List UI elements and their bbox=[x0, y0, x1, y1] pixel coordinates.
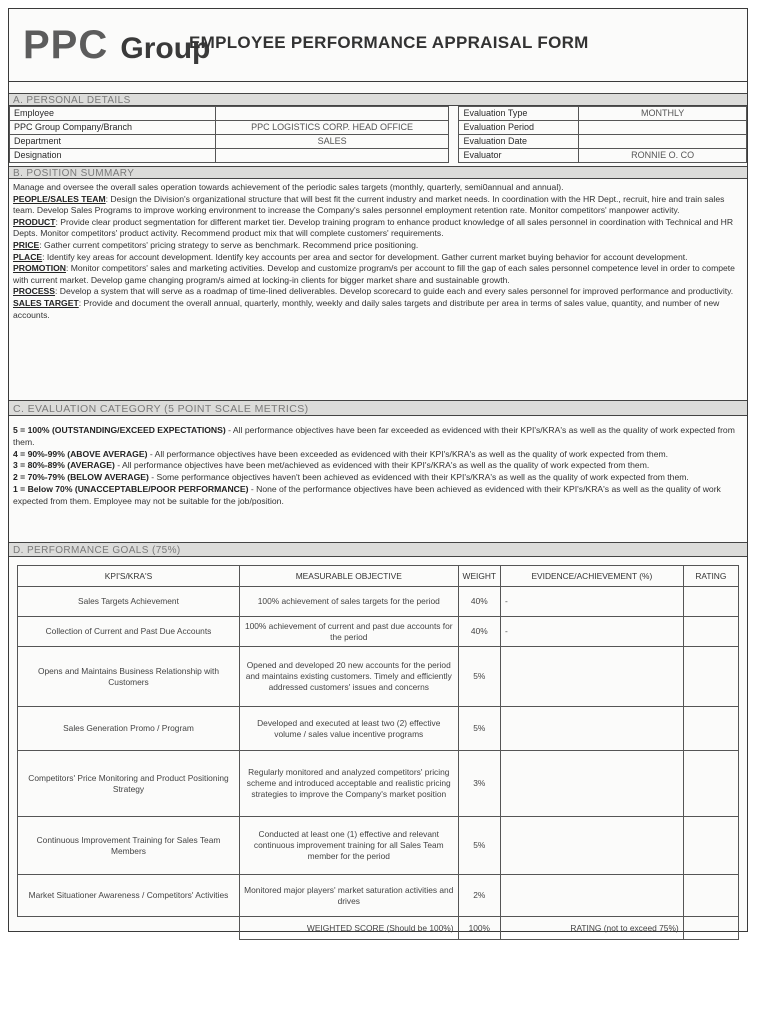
value-department[interactable]: SALES bbox=[215, 135, 449, 149]
logo-sub: Group bbox=[120, 32, 211, 65]
table-row: Continuous Improvement Training for Sales Team Members Conducted at least one (1) effective and relevant continuous improvement training for all Sales Team member for the period 5% bbox=[18, 817, 739, 875]
label-eval-type: Evaluation Type bbox=[459, 107, 579, 121]
summary-item: SALES TARGET: Provide and document the overall annual, quarterly, monthly, weekly and daily sales targets and distribute per area in terms of sales value, quantity, and number of new accounts. bbox=[13, 297, 720, 320]
col-evidence: EVIDENCE/ACHIEVEMENT (%) bbox=[501, 566, 684, 587]
value-eval-date[interactable] bbox=[579, 135, 747, 149]
table-row: Opens and Maintains Business Relationship with Customers Opened and developed 20 new accounts for the period and maintains existing customers. Timely and efficiently addressed customers' issues and concerns 5% bbox=[18, 647, 739, 707]
logo-main: PPC bbox=[23, 23, 109, 67]
personal-details-table bbox=[9, 106, 747, 163]
evaluation-scale bbox=[13, 425, 743, 508]
table-row: Sales Targets Achievement 100% achievement of sales targets for the period 40% - bbox=[18, 587, 739, 617]
form-header bbox=[9, 9, 747, 82]
col-weight: WEIGHT bbox=[458, 566, 501, 587]
weighted-score-label: WEIGHTED SCORE (Should be 100%) bbox=[239, 917, 458, 940]
summary-intro: Manage and oversee the overall sales operation towards achievement of the periodic sales targets (monthly, quarterly, semi0annual and annual). bbox=[13, 182, 564, 192]
label-evaluator: Evaluator bbox=[459, 149, 579, 163]
performance-goals-table bbox=[17, 565, 739, 940]
summary-item: PROCESS: Develop a system that will serve as a roadmap of time-lined deliverables. Develop scorecard to guide each and every sales personnel for improved performance and productivity. bbox=[13, 286, 734, 297]
value-employee[interactable] bbox=[215, 107, 449, 121]
summary-item: PRODUCT: Provide clear product segmentation for different market tier. Develop training program to enhance product knowledge of all sales personnel in coordination with Technical and HR Depts. Monitor competitors' product activity. Recommend product mix that will complete customers' requirements. bbox=[13, 216, 734, 239]
rating-label: RATING (not to exceed 75%) bbox=[501, 917, 684, 940]
summary-item: PROMOTION: Monitor competitors' sales and marketing activities. Develop and customize program/s per account to fill the gap of each sales personnel competence level in order to compete with current market. Develop game changing program/s aimed at locking-in clients for bigger market share and sustainable growth. bbox=[13, 263, 735, 285]
table-row: Market Situationer Awareness / Competitors' Activities Monitored major players' market saturation activities and drives 2% bbox=[18, 875, 739, 917]
value-designation[interactable] bbox=[215, 149, 449, 163]
appraisal-form bbox=[8, 8, 748, 932]
label-employee: Employee bbox=[10, 107, 216, 121]
weighted-score-value: 100% bbox=[458, 917, 501, 940]
section-b-heading: B. POSITION SUMMARY bbox=[9, 166, 747, 179]
scale-item: 5 = 100% (OUTSTANDING/EXCEED EXPECTATIONS) - All performance objectives have been far exceeded as evidenced with their KPI's/KRA's as well as the quality of work expected from them. bbox=[13, 425, 735, 447]
value-company[interactable]: PPC LOGISTICS CORP. HEAD OFFICE bbox=[215, 121, 449, 135]
summary-item: PEOPLE/SALES TEAM: Design the Division's organizational structure that will best fit the current industry and market needs. In coordination with the HR Dept., recruit, hire and train sales team. Develop Sales Programs to improve working environment to increase the Company's sales personnel employment retention rate. Monitor competitors' manpower activity. bbox=[13, 193, 725, 216]
company-logo bbox=[23, 23, 210, 71]
weighted-score-row bbox=[18, 917, 739, 940]
label-eval-period: Evaluation Period bbox=[459, 121, 579, 135]
value-eval-period[interactable] bbox=[579, 121, 747, 135]
position-summary bbox=[13, 182, 741, 321]
scale-item: 2 = 70%-79% (BELOW AVERAGE) - Some performance objectives haven't been achieved as evidenced with their KPI's/KRA's as well as the quality of work expected from them. bbox=[13, 472, 689, 483]
scale-item: 1 = Below 70% (UNACCEPTABLE/POOR PERFORMANCE) - None of the performance objectives have been achieved as evidenced with their KPI's/KRA's as well as the quality of work expected from them. Employee may not be suitable for the job/position. bbox=[13, 483, 721, 506]
summary-item: PLACE: Identify key areas for account development. Identify key accounts per area and sector for development. Gather current market buying behavior for account development. bbox=[13, 251, 688, 262]
col-objective: MEASURABLE OBJECTIVE bbox=[239, 566, 458, 587]
form-title: EMPLOYEE PERFORMANCE APPRAISAL FORM bbox=[189, 33, 589, 52]
table-row: Collection of Current and Past Due Accounts 100% achievement of current and past due accounts for the period 40% - bbox=[18, 617, 739, 647]
rating-total[interactable] bbox=[683, 917, 738, 940]
section-d-heading: D. PERFORMANCE GOALS (75%) bbox=[9, 542, 747, 557]
col-rating: RATING bbox=[683, 566, 738, 587]
scale-item: 4 = 90%-99% (ABOVE AVERAGE) - All performance objectives have been exceeded as evidenced with their KPI's/KRA's as well as the quality of work expected from them. bbox=[13, 448, 669, 459]
col-kpi: KPI'S/KRA'S bbox=[18, 566, 240, 587]
label-eval-date: Evaluation Date bbox=[459, 135, 579, 149]
value-evaluator[interactable]: RONNIE O. CO bbox=[579, 149, 747, 163]
scale-item: 3 = 80%-89% (AVERAGE) - All performance objectives have been met/achieved as evidenced with their KPI's/KRA's as well as the quality of work expected from them. bbox=[13, 460, 650, 471]
label-company: PPC Group Company/Branch bbox=[10, 121, 216, 135]
label-designation: Designation bbox=[10, 149, 216, 163]
section-c-heading: C. EVALUATION CATEGORY (5 POINT SCALE METRICS) bbox=[9, 400, 747, 416]
table-row: Sales Generation Promo / Program Developed and executed at least two (2) effective volume / sales value incentive programs 5% bbox=[18, 707, 739, 751]
table-row: Competitors' Price Monitoring and Product Positioning Strategy Regularly monitored and analyzed competitors' pricing scheme and introduced acceptable and realistic pricing strategies to improve the Company's market position 3% bbox=[18, 751, 739, 817]
value-eval-type[interactable]: MONTHLY bbox=[579, 107, 747, 121]
summary-item: PRICE: Gather current competitors' pricing strategy to serve as benchmark. Recommend price positioning. bbox=[13, 239, 419, 250]
label-department: Department bbox=[10, 135, 216, 149]
section-a-heading: A. PERSONAL DETAILS bbox=[9, 93, 747, 106]
